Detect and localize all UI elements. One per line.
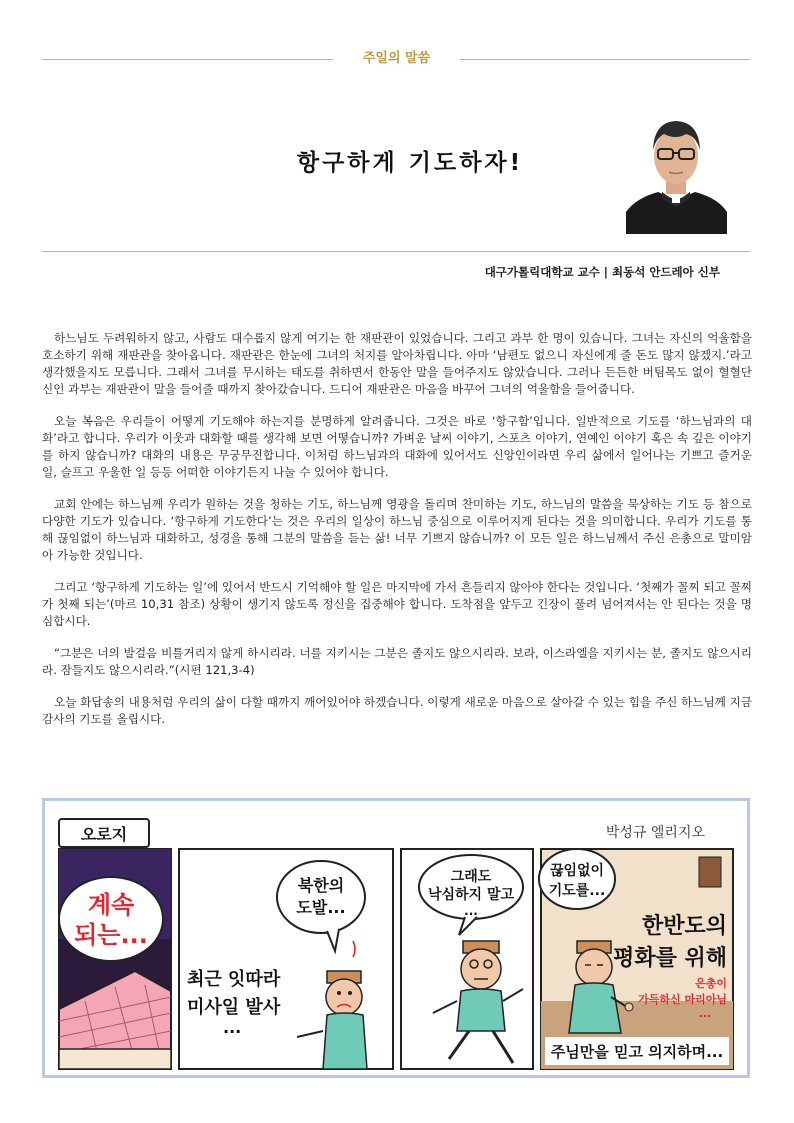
paragraph: 하느님도 두려워하지 않고, 사람도 대수롭지 않게 여기는 한 재판관이 있었습니다. 그리고 과부 한 명이 있습니다. 그녀는 자신의 억울함을 호소하기 위해 재판관을 찾아옵니다. 재판관은 한눈에 그녀의 처지를 알아차립니다. 아마 ‘남편도 없으니 자신에게 줄 돈도 많지 않겠지.’라고 생각했을지도 모릅니다. 그래서 그녀를 무시하는 태도를 취하면서 한동안 말을 들어주지도 않았습니다. 그러나 든든한 버팀목도 없이 혈혈단신인 과부는 재판관이 말을 들어줄 때까지 찾아갔습니다. 드디어 재판관은 마음을 바꾸어 그녀의 억울함을 들어줍니다. [42,331,752,396]
comic-strip [45,801,747,1075]
author-byline: 대구가톨릭대학교 교수 | 최동석 안드레아 신부 [484,265,720,279]
paragraph: “그분은 너의 발걸음 비틀거리지 않게 하시리라. 너를 지키시는 그분은 졸지도 않으시리라. 보라, 이스라엘을 지키시는 분, 졸지도 않으시리라. 잠들지도 않으시리라.”(시편 121,3-4) [42,646,752,677]
panel1-text-line2: 되는... [74,921,148,949]
panel4-speech-line1: 끊임없이 [549,863,605,879]
paragraph: 그리고 ‘항구하게 기도하는 일’에 있어서 반드시 기억해야 할 일은 마지막에 가서 흔들리지 않아야 한다는 것입니다. ‘첫째가 꼴찌 되고 꼴찌가 첫째 되는’(마르 10,31 참조) 상황이 생기지 않도록 정신을 집중해야 합니다. 도착점을 앞두고 긴장이 풀려 넘어져서는 안 된다는 것을 명심합시다. [42,580,752,628]
panel1-text-line1: 계속 [87,891,135,919]
panel3-speech-line2: 낙심하지 말고 [427,887,515,903]
panel4-red-line3: ... [698,1007,712,1020]
comic-artist: 박성규 엘리지오 [605,825,705,841]
comic-panel-4 [539,849,733,1069]
panel3-speech-line1: 그래도 [450,869,492,885]
comic-panel-3 [401,849,533,1069]
paragraph: 오늘 복음은 우리들이 어떻게 기도해야 하는지를 분명하게 알려줍니다. 그것은 바로 ‘항구함’입니다. 일반적으로 기도를 ‘하느님과의 대화’라고 합니다. 우리가 이웃과 대화할 때를 생각해 보면 어떻습니까? 가벼운 날씨 이야기, 스포츠 이야기, 연예인 이야기 혹은 속 깊은 이야기를 하지 않습니까? 대화의 내용은 무궁무진합니다. 이처럼 하느님과의 대화에 있어서도 신앙인이라면 우리 삶에서 일어나는 기쁘고 즐거운 일, 슬프고 우울한 일 등등 어떠한 이야기든지 나눌 수 있어야 합니다. [42,414,752,479]
panel2-dots: ... [223,1018,242,1037]
comic-series-title: 오로지 [80,825,128,844]
panel2-speech-line2: 도발... [296,898,346,917]
panel4-red-line1: 은총이 [695,977,727,990]
panel2-speech-line1: 북한의 [297,876,345,895]
page-title: 항구하게 기도하자! [296,150,524,176]
paragraph: 오늘 화답송의 내용처럼 우리의 삶이 다할 때까지 깨어있어야 하겠습니다. 이렇게 새로운 마음으로 살아갈 수 있는 힘을 주신 하느님께 지금 감사의 기도를 올립시다. [42,695,752,726]
panel4-bottom-caption: 주님만을 믿고 의지하며... [550,1043,724,1061]
header-rule-bottom [42,251,750,252]
panel2-caption-line2: 미사일 발사 [187,997,281,1018]
author-portrait [626,104,727,234]
paragraph: 교회 안에는 하느님께 우리가 원하는 것을 청하는 기도, 하느님께 영광을 돌리며 찬미하는 기도, 하느님의 말씀을 묵상하는 기도 등 참으로 다양한 기도가 있습니다. ‘항구하게 기도한다’는 것은 우리의 일상이 하느님 중심으로 이루어지게 된다는 것을 의미합니다. 우리가 기도를 통해 끊임없이 하느님과 대화하고, 성경을 통해 그분의 말씀을 듣는 삶! 너무 기쁘지 않습니까? 이 모든 일은 하느님께서 주신 은총으로 말미암아 가능한 것입니다. [42,497,752,562]
panel4-red-line2: 가득하신 마리아님 [638,993,727,1006]
panel4-speech-line2: 기도를... [548,883,606,899]
panel4-big-line2: 평화를 위해 [613,946,727,971]
section-label: 주일의 말씀 [333,49,460,69]
article-body [42,330,752,743]
comic-panel-1 [59,849,171,1069]
comic-panel-2 [179,849,393,1069]
panel4-big-line1: 한반도의 [641,914,727,939]
panel2-caption-line1: 최근 잇따라 [187,969,281,990]
panel3-speech-line3: ... [464,904,478,918]
